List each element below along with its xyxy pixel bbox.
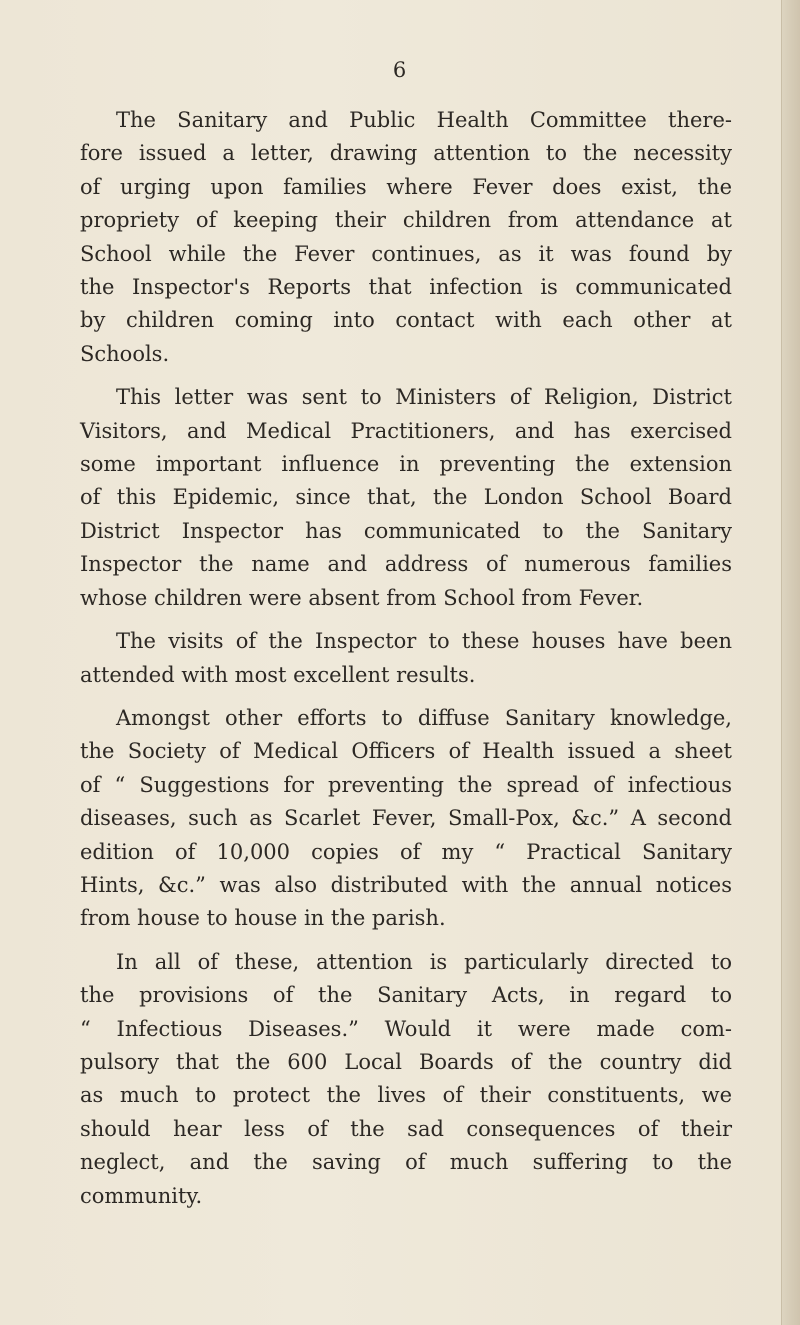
text-line: Inspector the name and address of numerous families xyxy=(80,552,732,577)
text-line: edition of 10,000 copies of my “ Practical Sanitary xyxy=(80,839,732,864)
text-line: fore issued a letter, drawing attention to the necessity xyxy=(80,141,732,166)
text-line: Amongst other efforts to diffuse Sanitary knowledge, xyxy=(116,705,732,730)
paragraph-1 xyxy=(80,104,732,371)
text-line: of this Epidemic, since that, the London School Board xyxy=(80,485,732,510)
text-line: Schools. xyxy=(80,341,170,366)
text-line: the provisions of the Sanitary Acts, in regard to xyxy=(80,983,732,1008)
text-line: The Sanitary and Public Health Committee there- xyxy=(116,108,732,132)
text-line: School while the Fever continues, as it was found by xyxy=(80,241,732,266)
text-line: some important influence in preventing the extension xyxy=(80,452,732,477)
paragraph-4 xyxy=(80,702,732,936)
text-line: community. xyxy=(80,1183,203,1208)
text-line: This letter was sent to Ministers of Religion, District xyxy=(116,385,732,410)
text-line: “ Infectious Diseases.” Would it were made com- xyxy=(80,1016,732,1041)
text-line: attended with most excellent results. xyxy=(80,662,476,687)
paragraph-3 xyxy=(80,625,732,692)
body-text xyxy=(80,104,732,1223)
text-line: should hear less of the sad consequences of their xyxy=(80,1116,732,1141)
text-line: whose children were absent from School from Fever. xyxy=(80,585,644,610)
page-number: 6 xyxy=(392,58,408,82)
text-line: propriety of keeping their children from attendance at xyxy=(80,208,732,233)
text-line: of “ Suggestions for preventing the spread of infectious xyxy=(80,772,732,797)
text-line: The visits of the Inspector to these houses have been xyxy=(116,629,732,654)
text-line: diseases, such as Scarlet Fever, Small-Pox, &c.” A second xyxy=(80,806,732,831)
text-line: Visitors, and Medical Practitioners, and has exercised xyxy=(80,418,732,443)
text-line: by children coming into contact with each other at xyxy=(80,308,732,333)
text-line: District Inspector has communicated to the Sanitary xyxy=(80,518,732,543)
text-line: pulsory that the 600 Local Boards of the country did xyxy=(80,1049,732,1074)
text-line: from house to house in the parish. xyxy=(80,906,446,931)
text-line: the Society of Medical Officers of Health issued a sheet xyxy=(80,739,732,764)
text-line: In all of these, attention is particularly directed to xyxy=(116,949,732,974)
text-line: as much to protect the lives of their constituents, we xyxy=(80,1083,732,1108)
page-edge xyxy=(781,0,800,1325)
paragraph-2 xyxy=(80,381,732,615)
text-line: of urging upon families where Fever does exist, the xyxy=(80,174,732,199)
text-line: neglect, and the saving of much suffering to the xyxy=(80,1150,732,1175)
text-line: the Inspector's Reports that infection is communicated xyxy=(80,275,732,300)
text-line: Hints, &c.” was also distributed with the annual notices xyxy=(80,872,732,897)
paragraph-5 xyxy=(80,946,732,1213)
